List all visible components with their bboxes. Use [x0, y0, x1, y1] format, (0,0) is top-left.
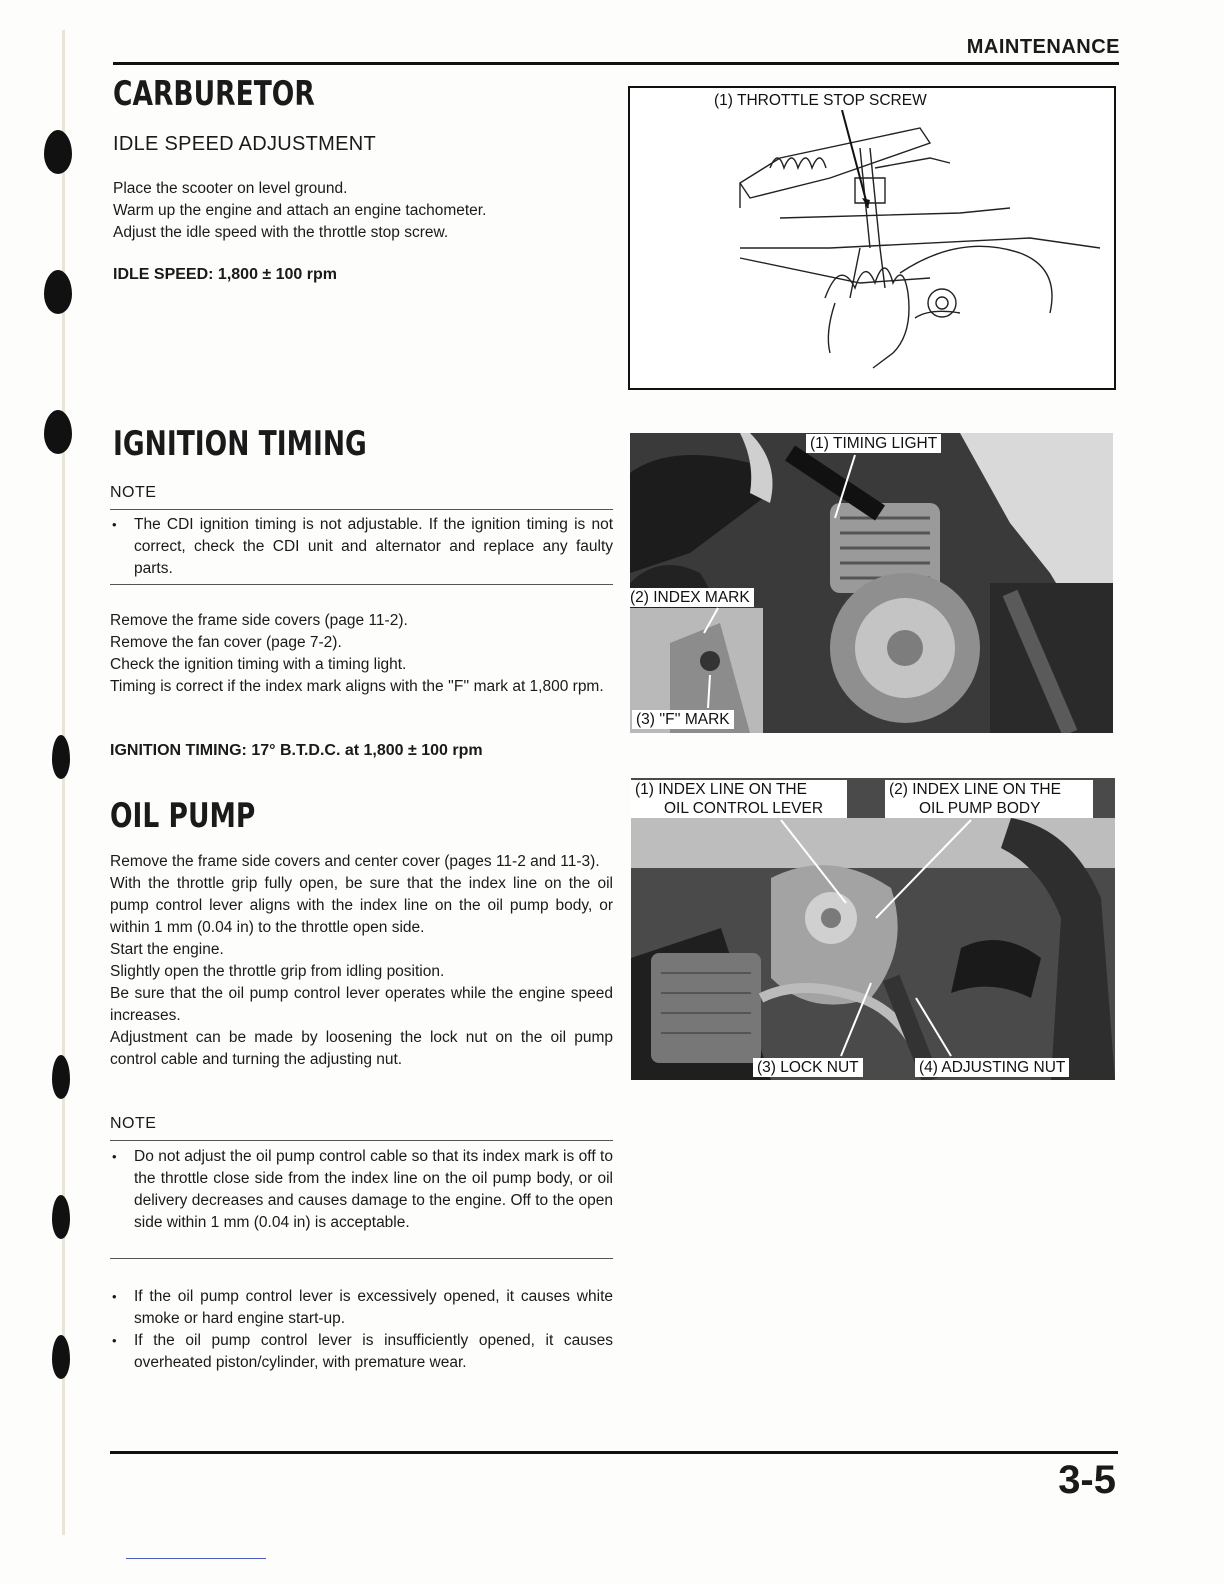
- step-text: Slightly open the throttle grip from idling position.: [110, 963, 445, 980]
- step-text: Be sure that the oil pump control lever operates while the engine speed increases.: [110, 985, 613, 1024]
- note-rule: [110, 509, 613, 510]
- oil-pump-photo: [631, 778, 1115, 1080]
- punch-hole: [52, 1195, 70, 1239]
- spec-value: 17° B.T.D.C. at 1,800 ± 100 rpm: [251, 742, 483, 759]
- footer-rule: [110, 1451, 1118, 1454]
- timing-light-photo: [630, 433, 1113, 733]
- callout-throttle-stop-screw: (1) THROTTLE STOP SCREW: [710, 91, 931, 110]
- ignition-note-label: NOTE: [110, 484, 157, 501]
- oil-pump-extra-notes: [110, 1286, 613, 1374]
- idle-speed-subtitle: IDLE SPEED ADJUSTMENT: [113, 133, 377, 155]
- scan-artifact-line: [126, 1558, 266, 1559]
- callout-arrows: [631, 778, 1115, 1080]
- callout-line: OIL PUMP BODY: [919, 800, 1041, 817]
- spec-value: 1,800 ± 100 rpm: [217, 266, 337, 283]
- punch-hole: [44, 270, 72, 314]
- step-text: Adjust the idle speed with the throttle stop screw.: [113, 224, 449, 241]
- oil-pump-note-label: NOTE: [110, 1115, 157, 1132]
- throttle-stop-screw-figure: [628, 86, 1116, 390]
- punch-hole: [52, 735, 70, 779]
- step-text: Start the engine.: [110, 941, 224, 958]
- ignition-note: [110, 514, 613, 580]
- header-rule: [113, 62, 1119, 65]
- oil-pump-title: OIL PUMP: [110, 796, 256, 836]
- step-text: Remove the frame side covers (page 11-2).: [110, 612, 408, 629]
- note-rule: [110, 1258, 613, 1259]
- spec-label: IDLE SPEED:: [113, 266, 214, 283]
- note-rule: [110, 1140, 613, 1141]
- binder-edge: [62, 30, 65, 1535]
- carburetor-drawing: [630, 88, 1114, 388]
- step-text: Remove the fan cover (page 7-2).: [110, 634, 342, 651]
- step-text: Remove the frame side covers and center cover (pages 11-2 and 11-3).: [110, 853, 600, 870]
- oil-pump-steps: [110, 851, 613, 1071]
- ignition-timing-title: IGNITION TIMING: [113, 424, 367, 464]
- note-rule: [110, 584, 613, 585]
- oil-pump-note: [110, 1146, 613, 1234]
- callout-line: (1) INDEX LINE ON THE: [635, 781, 807, 798]
- punch-hole: [52, 1335, 70, 1379]
- note-item: • If the oil pump control lever is excessively opened, it causes white smoke or hard engine start-up.: [110, 1286, 613, 1330]
- carburetor-title: CARBURETOR: [113, 74, 315, 114]
- callout-line: OIL CONTROL LEVER: [664, 800, 824, 817]
- step-text: Adjustment can be made by loosening the lock nut on the oil pump control cable and turning the adjusting nut.: [110, 1029, 613, 1068]
- step-text: Timing is correct if the index mark aligns with the ''F'' mark at 1,800 rpm.: [110, 678, 604, 695]
- callout-index-mark: (2) INDEX MARK: [630, 588, 754, 607]
- note-item: • Do not adjust the oil pump control cable so that its index mark is off to the throttle close side from the index line on the oil pump body, or oil delivery decreases and causes damage to the engine. Off to the open side within 1 mm (0.04 in) is acceptable.: [110, 1146, 613, 1234]
- callout-lock-nut: (3) LOCK NUT: [753, 1058, 863, 1077]
- step-text: With the throttle grip fully open, be sure that the index line on the oil pump control lever aligns with the index line on the oil pump body, or within 1 mm (0.04 in) to the throttle open side.: [110, 875, 613, 936]
- page-header: MAINTENANCE: [966, 36, 1120, 58]
- page-number: 3-5: [1058, 1458, 1116, 1502]
- ignition-timing-spec: [110, 742, 483, 760]
- note-item: • The CDI ignition timing is not adjustable. If the ignition timing is not correct, check the CDI unit and alternator and replace any faulty parts.: [110, 514, 613, 580]
- note-item: • If the oil pump control lever is insufficiently opened, it causes overheated piston/cylinder, with premature wear.: [110, 1330, 613, 1374]
- punch-hole: [44, 410, 72, 454]
- callout-f-mark: (3) ''F'' MARK: [632, 710, 734, 729]
- punch-hole: [44, 130, 72, 174]
- carburetor-steps: [113, 178, 613, 244]
- callout-adjusting-nut: (4) ADJUSTING NUT: [915, 1058, 1069, 1077]
- callout-line: (2) INDEX LINE ON THE: [889, 781, 1061, 798]
- step-text: Check the ignition timing with a timing light.: [110, 656, 407, 673]
- callout-arrows: [630, 433, 1113, 733]
- idle-speed-spec: [113, 266, 337, 284]
- spec-label: IGNITION TIMING:: [110, 742, 247, 759]
- step-text: Warm up the engine and attach an engine tachometer.: [113, 202, 487, 219]
- ignition-steps: [110, 610, 613, 698]
- callout-timing-light: (1) TIMING LIGHT: [806, 434, 941, 453]
- step-text: Place the scooter on level ground.: [113, 180, 348, 197]
- punch-hole: [52, 1055, 70, 1099]
